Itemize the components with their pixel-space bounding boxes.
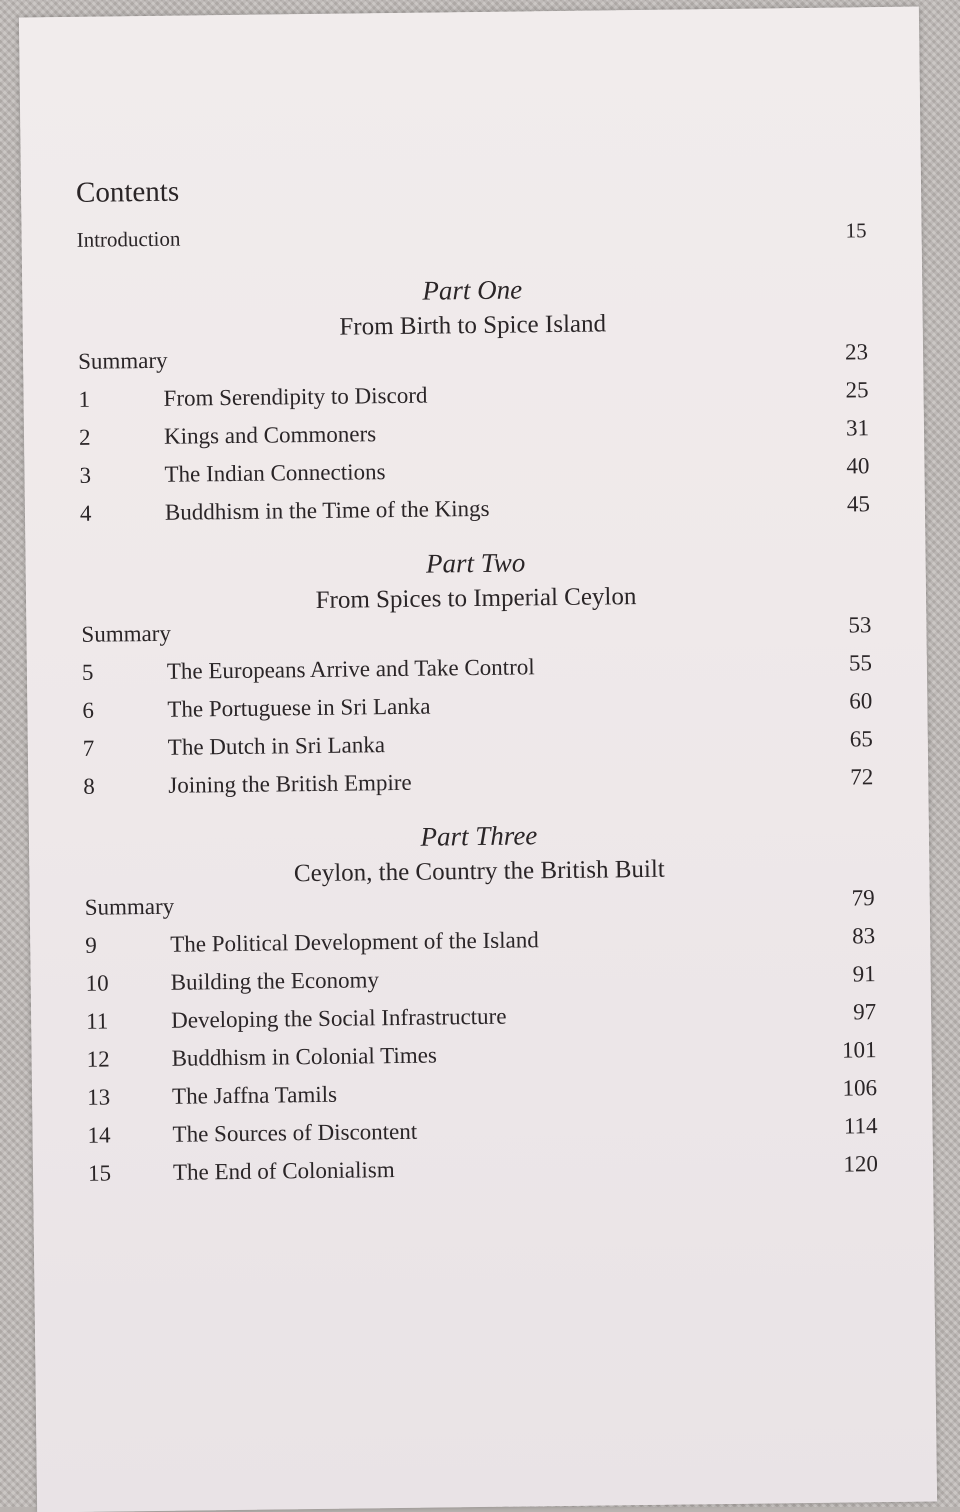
entry-page: 53 — [848, 612, 872, 638]
entry-page: 23 — [844, 339, 869, 365]
entry-label: Buddhism in the Time of the Kings — [164, 495, 490, 525]
entry-label: Joining the British Empire — [168, 769, 412, 798]
chapter-number: 8 — [83, 773, 95, 799]
part-subtitle: From Birth to Spice Island — [339, 310, 607, 341]
entry-label: Developing the Social Infrastructure — [171, 1003, 507, 1033]
entry-label: The Europeans Arrive and Take Control — [166, 654, 535, 684]
entry-label: From Serendipity to Discord — [163, 382, 428, 411]
entry-label: The End of Colonialism — [172, 1157, 395, 1185]
chapter-number: 14 — [87, 1122, 111, 1148]
entry-page: 31 — [845, 415, 870, 441]
toc-entry-introduction — [76, 218, 866, 266]
part-title: Part Three — [420, 820, 538, 852]
entry-label: Summary — [84, 893, 175, 920]
entry-page: 25 — [845, 377, 869, 403]
part-title: Part One — [422, 274, 523, 306]
part-title: Part Two — [425, 547, 526, 579]
chapter-number: 9 — [85, 932, 97, 958]
entry-page: 60 — [849, 688, 873, 714]
entry-page: 91 — [852, 961, 876, 987]
chapter-number: 11 — [86, 1008, 109, 1034]
chapter-number: 3 — [79, 462, 92, 488]
entry-page: 101 — [841, 1037, 877, 1063]
parts-container — [77, 270, 878, 1199]
chapter-number: 6 — [82, 697, 95, 723]
entry-label: Building the Economy — [170, 967, 380, 995]
contents-title: Contents — [75, 175, 180, 209]
entry-page: 40 — [846, 453, 870, 479]
chapter-number: 7 — [82, 735, 95, 761]
entry-label: The Political Development of the Island — [170, 927, 539, 957]
entry-label: The Portuguese in Sri Lanka — [167, 693, 431, 722]
part-heading — [80, 543, 871, 618]
chapter-number: 1 — [78, 386, 91, 412]
part-subtitle: From Spices to Imperial Ceylon — [315, 583, 637, 614]
entry-label: Summary — [77, 347, 168, 374]
entry-label: The Dutch in Sri Lanka — [167, 732, 386, 760]
chapter-number: 13 — [86, 1084, 111, 1110]
part-heading — [84, 816, 875, 891]
entry-label: Introduction — [76, 226, 181, 252]
entry-page: 72 — [850, 764, 874, 790]
entry-page: 83 — [852, 923, 876, 949]
entry-page: 114 — [843, 1113, 878, 1139]
entry-page: 65 — [849, 726, 873, 752]
book-page — [19, 7, 937, 1512]
entry-page: 120 — [843, 1151, 879, 1177]
chapter-number: 15 — [87, 1160, 112, 1186]
chapter-number: 4 — [79, 500, 92, 526]
entry-page: 45 — [846, 491, 871, 517]
chapter-number: 2 — [78, 424, 91, 450]
entry-page: 15 — [845, 218, 867, 243]
part-subtitle: Ceylon, the Country the British Built — [293, 855, 665, 888]
entry-label: Buddhism in Colonial Times — [171, 1042, 437, 1071]
chapter-number: 5 — [81, 659, 94, 685]
entry-label: Kings and Commoners — [163, 421, 377, 449]
entry-label: The Sources of Discontent — [172, 1118, 418, 1147]
table-of-contents — [76, 167, 878, 1199]
entry-page: 97 — [852, 999, 877, 1025]
chapter-number: 10 — [85, 970, 109, 996]
entry-label: The Indian Connections — [164, 459, 386, 487]
entry-page: 55 — [848, 650, 872, 676]
entry-label: The Jaffna Tamils — [171, 1081, 338, 1109]
entry-page: 106 — [842, 1075, 878, 1101]
entry-page: 79 — [851, 885, 875, 911]
chapter-number: 12 — [86, 1046, 110, 1072]
part-heading — [77, 270, 868, 345]
entry-label: Summary — [81, 620, 172, 647]
